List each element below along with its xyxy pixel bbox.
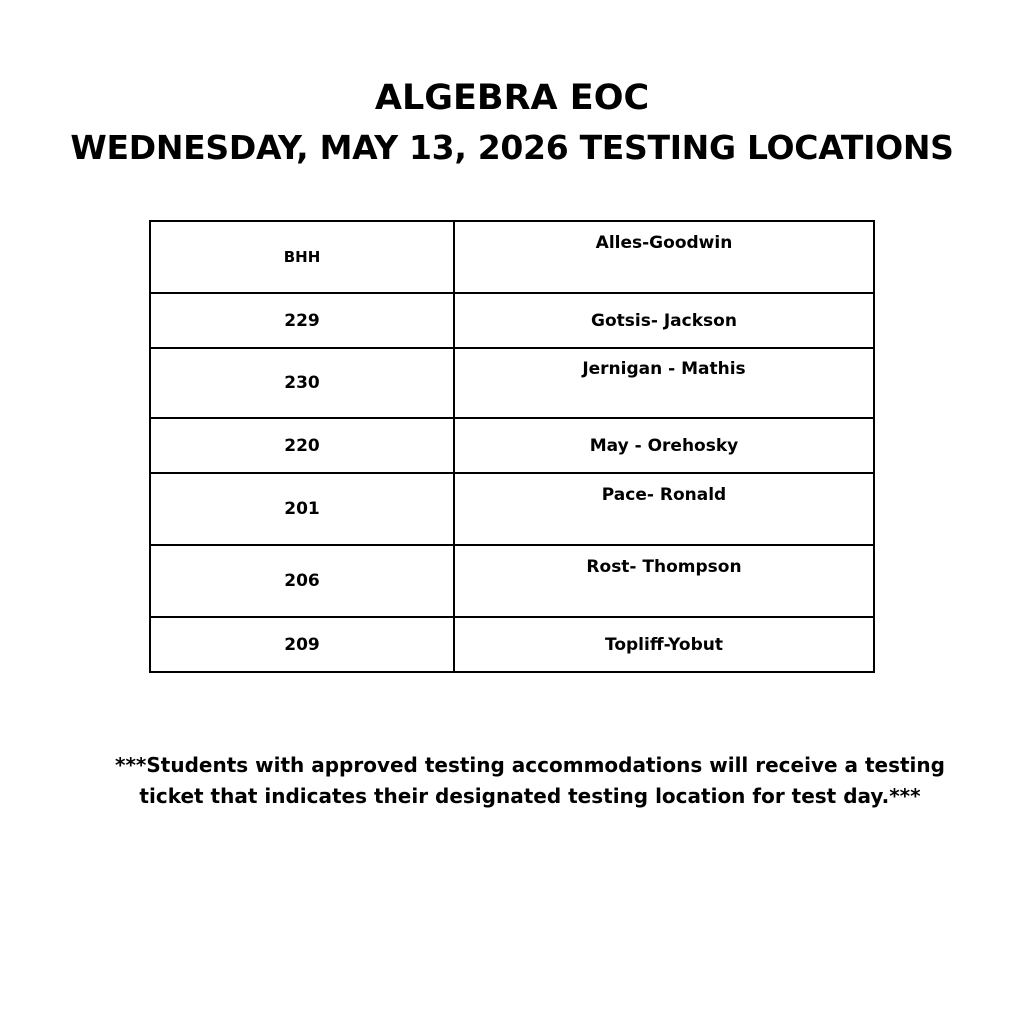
table-row: [150, 293, 874, 348]
student-name-range: Rost- Thompson: [586, 557, 742, 577]
page-title: ALGEBRA EOC: [374, 78, 650, 118]
table-row: [150, 545, 874, 617]
table-row: [150, 418, 874, 473]
room-number: BHH: [283, 248, 321, 266]
names-cell: [454, 473, 874, 545]
room-cell: [150, 221, 454, 293]
room-cell: [150, 293, 454, 348]
student-name-range: Gotsis- Jackson: [591, 310, 737, 331]
room-number: 229: [284, 310, 320, 331]
student-name-range: Topliff-Yobut: [605, 634, 723, 655]
student-name-range: Alles-Goodwin: [595, 233, 733, 253]
room-cell: [150, 473, 454, 545]
names-cell: [454, 617, 874, 672]
room-number: 209: [284, 634, 320, 655]
names-cell: [454, 221, 874, 293]
table-row: [150, 473, 874, 545]
names-cell: [454, 545, 874, 617]
testing-locations-table: [149, 220, 875, 673]
student-name-range: Jernigan - Mathis: [582, 359, 746, 379]
names-cell: [454, 348, 874, 418]
names-cell: [454, 418, 874, 473]
accommodations-note: ***Students with approved testing accommodations will receive a testing ticket that indicates their designated testing location for test day.***: [115, 753, 945, 808]
room-cell: [150, 348, 454, 418]
room-cell: [150, 418, 454, 473]
table-row: [150, 221, 874, 293]
room-number: 230: [284, 373, 320, 393]
room-number: 206: [284, 571, 320, 591]
room-number: 220: [284, 435, 320, 456]
table-row: [150, 617, 874, 672]
room-cell: [150, 545, 454, 617]
page-subtitle: WEDNESDAY, MAY 13, 2026 TESTING LOCATIONS: [70, 128, 954, 167]
room-cell: [150, 617, 454, 672]
student-name-range: May - Orehosky: [589, 435, 739, 456]
student-name-range: Pace- Ronald: [601, 485, 727, 505]
names-cell: [454, 293, 874, 348]
table-row: [150, 348, 874, 418]
room-number: 201: [284, 499, 320, 519]
